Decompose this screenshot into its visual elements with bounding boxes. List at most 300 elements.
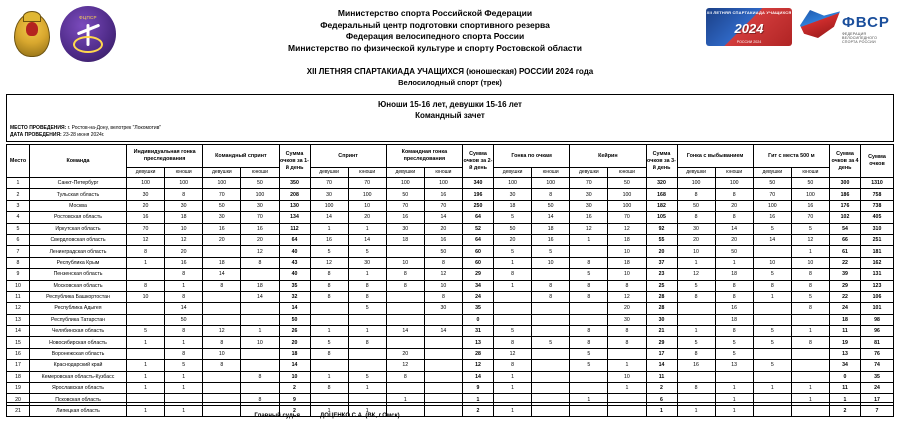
cell-day-sum: 60 — [463, 257, 494, 268]
cell-score — [532, 394, 570, 405]
cell-score: 1 — [127, 405, 165, 416]
cell-day-sum: 112 — [279, 223, 310, 234]
cell-score: 8 — [532, 280, 570, 291]
cell-day-sum: 23 — [646, 269, 677, 280]
cell-day-sum: 14 — [646, 360, 677, 371]
cell-score: 14 — [241, 291, 279, 302]
cell-score: 1 — [310, 371, 348, 382]
cell-team: Тульская область — [30, 189, 127, 200]
cell-total: 7 — [861, 405, 894, 416]
cell-score: 8 — [677, 189, 715, 200]
fvsr-logo-sub: ФЕДЕРАЦИЯ ВЕЛОСИПЕДНОГО СПОРТА РОССИИ — [842, 32, 878, 44]
cell-score: 10 — [203, 348, 241, 359]
cell-score — [532, 360, 570, 371]
cell-score: 30 — [570, 200, 608, 211]
subhead-boys-5: юноши — [532, 168, 570, 178]
cell-score: 1 — [608, 360, 646, 371]
cell-score: 8 — [677, 383, 715, 394]
cell-day-sum: 14 — [279, 303, 310, 314]
cell-score — [241, 303, 279, 314]
cell-score: 8 — [791, 269, 829, 280]
subhead-boys-6: юноши — [608, 168, 646, 178]
cell-score: 1 — [570, 234, 608, 245]
info-box — [6, 94, 894, 142]
cell-score: 100 — [791, 189, 829, 200]
cell-score: 8 — [715, 189, 753, 200]
cell-score: 8 — [348, 291, 386, 302]
cell-day-sum: 176 — [830, 200, 861, 211]
cell-score: 8 — [386, 280, 424, 291]
cell-score: 20 — [386, 348, 424, 359]
subhead-girls-5: девушки — [494, 168, 532, 178]
cell-day-sum: 10 — [279, 371, 310, 382]
cell-score: 10 — [532, 257, 570, 268]
subhead-girls-7: девушки — [677, 168, 715, 178]
cell-score: 18 — [532, 223, 570, 234]
cell-place: 2 — [7, 189, 30, 200]
cell-score — [386, 383, 424, 394]
cell-day-sum: 29 — [463, 269, 494, 280]
cell-score: 10 — [348, 200, 386, 211]
cell-score: 50 — [715, 246, 753, 257]
cell-score: 5 — [310, 246, 348, 257]
cell-score: 5 — [494, 326, 532, 337]
cell-score — [570, 371, 608, 382]
cell-score: 14 — [165, 303, 203, 314]
venue-label: МЕСТО ПРОВЕДЕНИЯ: — [10, 125, 67, 131]
cell-day-sum: 40 — [279, 269, 310, 280]
subhead-boys-7: юноши — [715, 168, 753, 178]
cell-score: 12 — [241, 246, 279, 257]
subhead-boys-1: юноши — [165, 168, 203, 178]
cell-score: 8 — [532, 291, 570, 302]
cell-score: 12 — [608, 291, 646, 302]
cell-total: 181 — [861, 246, 894, 257]
col-place: Место — [7, 145, 30, 178]
cell-score: 100 — [677, 178, 715, 189]
cell-team: Краснодарский край — [30, 360, 127, 371]
cell-score: 16 — [424, 189, 462, 200]
cell-score: 12 — [165, 234, 203, 245]
cell-day-sum: 182 — [646, 200, 677, 211]
table-row — [7, 303, 894, 314]
russia-emblem-icon — [8, 9, 54, 59]
cell-score: 70 — [753, 189, 791, 200]
cell-score: 1 — [165, 371, 203, 382]
cell-score: 5 — [753, 360, 791, 371]
cell-total: 405 — [861, 212, 894, 223]
cell-score: 8 — [310, 383, 348, 394]
cell-score: 16 — [424, 234, 462, 245]
cell-day-sum: 2 — [463, 405, 494, 416]
cell-day-sum: 186 — [830, 189, 861, 200]
cell-score: 50 — [203, 200, 241, 211]
cell-score — [791, 360, 829, 371]
cell-score — [570, 246, 608, 257]
cell-score — [203, 371, 241, 382]
table-row — [7, 257, 894, 268]
cell-score: 8 — [241, 257, 279, 268]
cell-score: 12 — [203, 326, 241, 337]
cell-day-sum: 18 — [279, 348, 310, 359]
event-line-2: Велосилодный спорт (трек) — [398, 78, 502, 87]
cell-day-sum: 64 — [463, 212, 494, 223]
subhead-boys-8: юноши — [791, 168, 829, 178]
cell-score: 18 — [241, 280, 279, 291]
cell-score — [348, 314, 386, 325]
cell-day-sum: 196 — [463, 189, 494, 200]
cell-day-sum: 9 — [279, 394, 310, 405]
cell-score — [791, 348, 829, 359]
cell-day-sum: 168 — [646, 189, 677, 200]
cell-day-sum: 40 — [279, 246, 310, 257]
cell-team: Ростовская область — [30, 212, 127, 223]
col-individual-pursuit: Индивидуальная гонка преследования — [127, 145, 203, 168]
cell-score: 70 — [241, 212, 279, 223]
cell-score: 10 — [608, 269, 646, 280]
spartakiad-logo-bottom: РОССИИ 2024 — [736, 40, 762, 44]
cell-score: 20 — [165, 246, 203, 257]
cell-day-sum: 250 — [463, 200, 494, 211]
cell-score: 16 — [203, 223, 241, 234]
cell-score — [241, 314, 279, 325]
cell-day-sum: 6 — [646, 394, 677, 405]
cell-day-sum: 34 — [830, 360, 861, 371]
cell-score: 8 — [241, 394, 279, 405]
cell-score: 20 — [127, 200, 165, 211]
cell-score: 50 — [494, 223, 532, 234]
cell-score: 12 — [570, 223, 608, 234]
table-row — [7, 394, 894, 405]
cell-score: 1 — [494, 383, 532, 394]
cell-score: 5 — [791, 223, 829, 234]
cell-score: 1 — [494, 257, 532, 268]
cell-score — [203, 383, 241, 394]
cell-score: 50 — [532, 200, 570, 211]
cell-team: Москва — [30, 200, 127, 211]
category-title: Юноши 15-16 лет, девушки 15-16 лет — [378, 100, 522, 109]
table-row — [7, 212, 894, 223]
cell-score — [203, 394, 241, 405]
cell-score: 16 — [386, 212, 424, 223]
cell-score — [532, 326, 570, 337]
cell-score: 8 — [310, 348, 348, 359]
cell-place: 18 — [7, 371, 30, 382]
col-sum-day1: Сумма очков за 1-й день — [279, 145, 310, 178]
cell-score: 50 — [241, 178, 279, 189]
cell-total: 101 — [861, 303, 894, 314]
col-keirin: Кейрин — [570, 145, 646, 168]
cell-score — [494, 394, 532, 405]
table-row — [7, 280, 894, 291]
col-sum-day3: Сумма очков за 3-й день — [646, 145, 677, 178]
cell-day-sum: 55 — [646, 234, 677, 245]
cell-score: 16 — [310, 234, 348, 245]
cell-score: 18 — [608, 257, 646, 268]
cell-score — [348, 348, 386, 359]
cell-score: 1 — [791, 394, 829, 405]
date-value: 23-28 июня 2024г. — [63, 132, 105, 138]
cell-score: 8 — [532, 189, 570, 200]
cell-score — [677, 371, 715, 382]
cell-score: 8 — [715, 212, 753, 223]
cell-score: 14 — [715, 223, 753, 234]
cell-day-sum: 11 — [830, 383, 861, 394]
cell-score — [424, 314, 462, 325]
cell-score — [203, 314, 241, 325]
cell-score: 1 — [715, 394, 753, 405]
venue-value: г. Ростов-на-Дону, велотрек "Локомотив" — [67, 125, 162, 131]
cell-day-sum: 2 — [279, 383, 310, 394]
cell-day-sum: 61 — [830, 246, 861, 257]
table-row — [7, 360, 894, 371]
cell-day-sum: 32 — [279, 291, 310, 302]
cell-score: 50 — [753, 178, 791, 189]
cell-score: 8 — [608, 337, 646, 348]
date-label: ДАТА ПРОВЕДЕНИЯ: — [10, 132, 62, 138]
fcpsr-logo-text: ФЦПСР — [79, 15, 97, 20]
table-row — [7, 200, 894, 211]
cell-score — [753, 314, 791, 325]
cell-score: 100 — [494, 178, 532, 189]
cell-score: 70 — [127, 223, 165, 234]
cell-score: 8 — [310, 280, 348, 291]
cell-team: Республика Адыгея — [30, 303, 127, 314]
cell-score: 14 — [310, 212, 348, 223]
cell-score: 18 — [608, 234, 646, 245]
cell-score: 5 — [494, 246, 532, 257]
cell-total: 738 — [861, 200, 894, 211]
cell-day-sum: 11 — [646, 371, 677, 382]
cell-score: 70 — [348, 178, 386, 189]
cell-place: 14 — [7, 326, 30, 337]
cell-total: 17 — [861, 394, 894, 405]
cell-score: 12 — [310, 257, 348, 268]
cell-score: 1 — [127, 383, 165, 394]
col-points-race: Гонка по очкам — [494, 145, 570, 168]
cell-score: 70 — [791, 212, 829, 223]
cell-team: Воронежская область — [30, 348, 127, 359]
cell-score — [570, 314, 608, 325]
cell-day-sum: 24 — [463, 291, 494, 302]
cell-place: 17 — [7, 360, 30, 371]
cell-score: 100 — [715, 178, 753, 189]
cell-score: 20 — [203, 234, 241, 245]
cell-score: 30 — [424, 303, 462, 314]
cell-score: 8 — [165, 189, 203, 200]
cell-score: 8 — [165, 291, 203, 302]
cell-score — [532, 303, 570, 314]
cell-score — [532, 383, 570, 394]
cell-score: 8 — [165, 269, 203, 280]
cell-score: 100 — [608, 200, 646, 211]
cell-place: 4 — [7, 212, 30, 223]
cell-score — [310, 303, 348, 314]
cell-day-sum: 31 — [463, 326, 494, 337]
cell-score: 8 — [677, 348, 715, 359]
cell-score: 5 — [310, 337, 348, 348]
cell-score: 16 — [127, 212, 165, 223]
cell-score: 50 — [424, 246, 462, 257]
cell-day-sum: 2 — [830, 405, 861, 416]
header-right-logos — [692, 6, 892, 46]
cell-score: 100 — [348, 189, 386, 200]
cell-score — [241, 360, 279, 371]
cell-score: 16 — [165, 257, 203, 268]
cell-score: 8 — [203, 337, 241, 348]
cell-score: 1 — [494, 405, 532, 416]
cell-day-sum: 22 — [830, 257, 861, 268]
table-row — [7, 178, 894, 189]
cell-score: 100 — [165, 178, 203, 189]
fvsr-logo-icon — [800, 8, 892, 46]
cell-day-sum: 320 — [646, 178, 677, 189]
table-row — [7, 371, 894, 382]
cell-score: 16 — [677, 360, 715, 371]
cell-day-sum: 29 — [646, 337, 677, 348]
cell-day-sum: 14 — [279, 360, 310, 371]
cell-score: 100 — [424, 178, 462, 189]
cell-score: 8 — [310, 269, 348, 280]
cell-score: 16 — [241, 223, 279, 234]
cell-day-sum: 340 — [463, 178, 494, 189]
cell-score — [608, 394, 646, 405]
cell-day-sum: 24 — [830, 303, 861, 314]
cell-score: 10 — [608, 371, 646, 382]
cell-score: 1 — [791, 383, 829, 394]
cell-score: 30 — [677, 223, 715, 234]
cell-score: 8 — [715, 280, 753, 291]
cell-score: 50 — [677, 200, 715, 211]
cell-score — [165, 394, 203, 405]
cell-score — [386, 246, 424, 257]
cell-place: 1 — [7, 178, 30, 189]
cell-score: 8 — [310, 291, 348, 302]
cell-score: 18 — [203, 257, 241, 268]
cell-score: 10 — [386, 257, 424, 268]
cell-score — [203, 246, 241, 257]
cell-score: 8 — [127, 280, 165, 291]
cell-score — [791, 371, 829, 382]
cell-score: 8 — [608, 280, 646, 291]
table-head — [7, 145, 894, 178]
cell-score: 8 — [570, 326, 608, 337]
cell-score: 8 — [753, 280, 791, 291]
cell-score: 70 — [424, 200, 462, 211]
table-body — [7, 178, 894, 417]
cell-score: 70 — [570, 178, 608, 189]
col-team-sprint: Командный спринт — [203, 145, 279, 168]
cell-score: 1 — [753, 383, 791, 394]
cell-score — [424, 371, 462, 382]
cell-score: 1 — [494, 371, 532, 382]
cell-day-sum: 134 — [279, 212, 310, 223]
cell-day-sum: 105 — [646, 212, 677, 223]
cell-place: 12 — [7, 303, 30, 314]
table-row — [7, 383, 894, 394]
cell-score: 12 — [791, 234, 829, 245]
cell-score: 1 — [570, 394, 608, 405]
col-sum-day2: Сумма очков за 2-й день — [463, 145, 494, 178]
cell-day-sum: 102 — [830, 212, 861, 223]
cell-score: 5 — [677, 280, 715, 291]
spartakiad-logo-icon — [706, 8, 792, 46]
cell-score: 10 — [165, 223, 203, 234]
cell-day-sum: 350 — [279, 178, 310, 189]
cell-score — [424, 337, 462, 348]
table-row — [7, 326, 894, 337]
cell-score — [241, 348, 279, 359]
cell-day-sum: 2 — [646, 383, 677, 394]
cell-day-sum: 14 — [463, 371, 494, 382]
cell-score: 16 — [570, 212, 608, 223]
cell-score — [532, 371, 570, 382]
document-header — [0, 0, 900, 62]
cell-score — [310, 394, 348, 405]
cell-team: Пензенская область — [30, 269, 127, 280]
cell-day-sum: 22 — [830, 291, 861, 302]
cell-score: 1 — [715, 383, 753, 394]
cell-score: 5 — [753, 326, 791, 337]
cell-score: 14 — [386, 326, 424, 337]
cell-day-sum: 64 — [463, 234, 494, 245]
table-row — [7, 246, 894, 257]
subhead-boys-3: юноши — [348, 168, 386, 178]
col-500m-tt: Гит с места 500 м — [753, 145, 829, 168]
cell-score: 8 — [203, 280, 241, 291]
cell-score: 20 — [424, 223, 462, 234]
cell-score: 100 — [532, 178, 570, 189]
results-table — [6, 144, 894, 417]
cell-score: 5 — [348, 246, 386, 257]
cell-score: 16 — [753, 212, 791, 223]
cell-day-sum: 17 — [646, 348, 677, 359]
cell-day-sum: 50 — [279, 314, 310, 325]
cell-day-sum: 1 — [463, 394, 494, 405]
cell-total: 74 — [861, 360, 894, 371]
cell-score — [677, 394, 715, 405]
cell-score: 30 — [165, 200, 203, 211]
cell-score: 1 — [753, 291, 791, 302]
cell-team: Кемеровская область-Кузбасс — [30, 371, 127, 382]
cell-score: 8 — [791, 280, 829, 291]
cell-day-sum: 30 — [646, 314, 677, 325]
cell-day-sum: 35 — [279, 280, 310, 291]
col-sprint: Спринт — [310, 145, 386, 168]
cell-score: 13 — [715, 360, 753, 371]
cell-place: 13 — [7, 314, 30, 325]
cell-score: 1 — [791, 246, 829, 257]
cell-day-sum: 2 — [279, 405, 310, 416]
cell-day-sum: 28 — [646, 303, 677, 314]
cell-score: 12 — [127, 234, 165, 245]
cell-score: 8 — [494, 269, 532, 280]
table-row — [7, 234, 894, 245]
cell-place: 5 — [7, 223, 30, 234]
cell-score: 100 — [203, 178, 241, 189]
cell-total: 251 — [861, 234, 894, 245]
cell-place: 11 — [7, 291, 30, 302]
cell-score: 5 — [532, 246, 570, 257]
cell-total: 758 — [861, 189, 894, 200]
cell-place: 9 — [7, 269, 30, 280]
cell-score — [677, 314, 715, 325]
cell-day-sum: 208 — [279, 189, 310, 200]
cell-score: 30 — [608, 314, 646, 325]
cell-score: 30 — [348, 257, 386, 268]
cell-day-sum: 66 — [830, 234, 861, 245]
cell-score: 1 — [310, 326, 348, 337]
